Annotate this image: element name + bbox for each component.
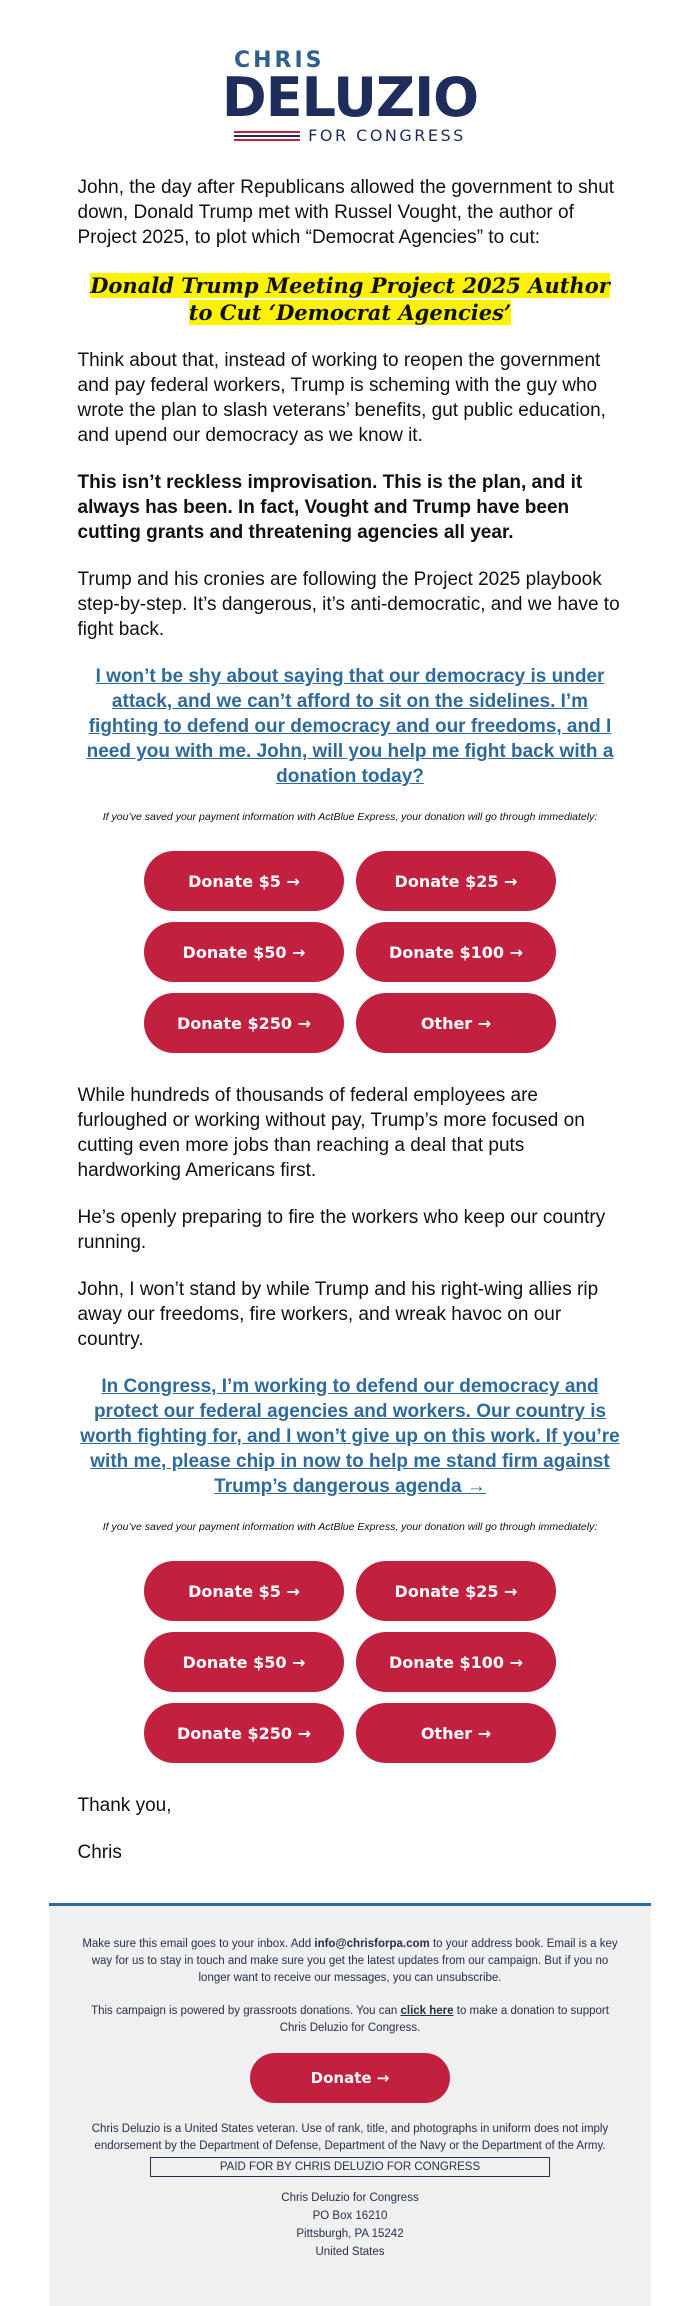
donate-50-button[interactable]: Donate $50 → [144,922,344,982]
paragraph-7: John, I won’t stand by while Trump and his right-wing allies rip away our freedoms, fire workers, and wreak havoc on our country. [77,1279,599,1350]
signature: Chris [77,1842,122,1863]
mailing-address [79,2189,621,2261]
intro-paragraph: John, the day after Republicans allowed the government to shut down, Donald Trump met with Russel Vought, the author of Project 2025, to plot which “Democrat Agencies” to cut: [77,177,615,248]
logo-first-name: CHRIS [234,48,325,73]
donate-25-button[interactable]: Donate $25 → [356,1561,556,1621]
logo-last-name: DELUZIO [221,66,479,129]
flag-stripes-icon [234,129,300,143]
grassroots-pre: This campaign is powered by grassroots donations. You can [91,2005,401,2017]
donate-250-button[interactable]: Donate $250 → [144,1703,344,1763]
paid-for-box: PAID FOR BY CHRIS DELUZIO FOR CONGRESS [150,2157,550,2177]
paragraph-2: Think about that, instead of working to reopen the government and pay federal workers, Trump is scheming with the guy who wrote the plan to slash veterans’ benefits, gut public education, and upend our democracy as we know it. [77,350,606,446]
address-line: Pittsburgh, PA 15242 [296,2228,404,2240]
click-here-link[interactable]: click here [400,2005,454,2017]
logo-tagline: FOR CONGRESS [308,126,466,145]
email-body [78,175,623,1865]
cta-link-1[interactable]: I won’t be shy about saying that our democracy is under attack, and we can’t afford to sit on the sidelines. I’m fighting to defend our democracy and our freedoms, and I need you with me. John, will you help me fight back with a donation today? [86,666,614,787]
email-footer [49,1903,651,2306]
donate-other-button[interactable]: Other → [356,993,556,1053]
actblue-note-1: If you’ve saved your payment information with ActBlue Express, your donation will go through immediately: [102,811,598,823]
donate-25-button[interactable]: Donate $25 → [356,851,556,911]
donate-250-button[interactable]: Donate $250 → [144,993,344,1053]
address-line: United States [315,2246,385,2258]
paragraph-5: While hundreds of thousands of federal employees are furloughed or working without pay, Trump’s more focused on cutting even more jobs than reaching a deal that puts hardworking Americans first. [77,1085,585,1181]
veteran-disclaimer: Chris Deluzio is a United States veteran. Use of rank, title, and photographs in uniform does not imply endorsement by the Department of Defense, Department of the Navy or the Department of the Army. [91,2123,609,2152]
paragraph-4: Trump and his cronies are following the Project 2025 playbook step-by-step. It’s dangerous, it’s anti-democratic, and we have to fight back. [77,569,620,640]
donate-other-button[interactable]: Other → [356,1703,556,1763]
donate-5-button[interactable]: Donate $5 → [144,1561,344,1621]
address-line: Chris Deluzio for Congress [281,2192,419,2204]
thanks: Thank you, [77,1795,172,1816]
logo-tagline-row [0,126,700,145]
address-line: PO Box 16210 [312,2210,388,2222]
inbox-notice [79,1936,621,1987]
donate-100-button[interactable]: Donate $100 → [356,1632,556,1692]
donate-100-button[interactable]: Donate $100 → [356,922,556,982]
inbox-notice-post: to your address book. Email is a key way for us to stay in touch and make sure you get the latest updates from our campaign. But if you no longer want to receive our messages, you can unsubscribe. [91,1938,618,1984]
footer-donate-button[interactable]: Donate → [250,2053,450,2103]
headline-text: Donald Trump Meeting Project 2025 Author to Cut ‘Democrat Agencies’ [90,273,610,325]
campaign-logo [0,0,700,175]
contact-email[interactable]: info@chrisforpa.com [314,1938,430,1950]
donate-grid-1 [78,851,623,1053]
donate-grid-2 [78,1561,623,1763]
donate-50-button[interactable]: Donate $50 → [144,1632,344,1692]
grassroots-post: to make a donation to support Chris Deluzio for Congress. [279,2005,609,2034]
inbox-notice-pre: Make sure this email goes to your inbox. Add [82,1938,315,1950]
paragraph-3-bold: This isn’t reckless improvisation. This is the plan, and it always has been. In fact, Vought and Trump have been cutting grants and threatening agencies all year. [77,472,583,543]
actblue-note-2: If you’ve saved your payment information with ActBlue Express, your donation will go through immediately: [102,1521,598,1533]
grassroots-notice [79,2003,621,2037]
paragraph-6: He’s openly preparing to fire the workers who keep our country running. [77,1207,606,1253]
highlighted-headline [78,272,623,326]
donate-5-button[interactable]: Donate $5 → [144,851,344,911]
cta-link-2[interactable]: In Congress, I’m working to defend our democracy and protect our federal agencies and workers. Our country is worth fighting for, and I won’t give up on this work. If you’re with me, please chip in now to help me stand firm against Trump’s dangerous agenda → [80,1376,620,1497]
